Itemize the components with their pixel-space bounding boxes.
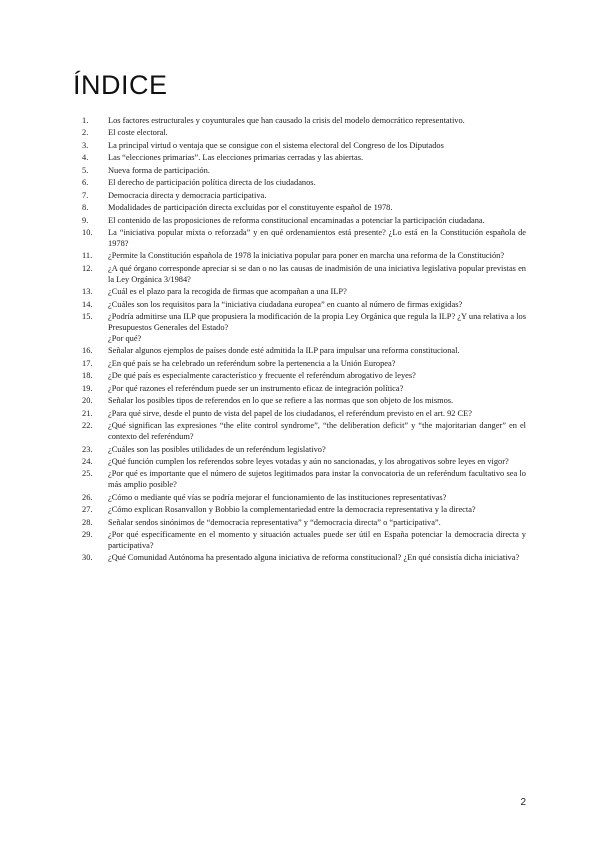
toc-item (82, 287, 526, 298)
toc-item (82, 518, 526, 529)
toc-item (82, 128, 526, 139)
toc-item-number: 27. (82, 505, 93, 515)
toc-item (82, 116, 526, 127)
toc-item-text: ¿Por qué es importante que el número de sujetos legitimados para instar la convocatoria de un referéndum facultativo sea lo más amplio posible? (108, 469, 526, 490)
toc-item-text: ¿Cuál es el plazo para la recogida de firmas que acompañan a una ILP? (108, 287, 347, 297)
toc-item-text: Modalidades de participación directa excluidas por el constituyente español de 1978. (108, 203, 393, 213)
toc-item-number: 9. (82, 215, 89, 225)
toc-item (82, 409, 526, 420)
toc-item-number: 1. (82, 116, 89, 125)
toc-item-number: 17. (82, 358, 93, 368)
toc-item-number: 22. (82, 421, 93, 431)
toc-item-text: ¿Cómo o mediante qué vías se podría mejorar el funcionamiento de las instituciones representativas? (108, 492, 447, 502)
toc-item-text: Las “elecciones primarias”. Las elecciones primarias cerradas y las abiertas. (108, 153, 364, 163)
toc-item-number: 4. (82, 153, 89, 163)
toc-item-text: ¿De qué país es especialmente característico y frecuente el referéndum abrogativo de leyes? (108, 371, 416, 381)
toc-item (82, 346, 526, 357)
toc-item-number: 16. (82, 346, 93, 356)
toc-item-number: 23. (82, 444, 93, 454)
toc-item-text: El contenido de las proposiciones de reforma constitucional encaminadas a potenciar la participación ciudadana. (108, 215, 485, 225)
toc-item-text: Señalar sendos sinónimos de “democracia representativa” y “democracia directa” o “participativa”. (108, 517, 441, 527)
toc-item (82, 141, 526, 152)
toc-item (82, 178, 526, 189)
toc-item (82, 421, 526, 443)
toc-item-text: El derecho de participación política directa de los ciudadanos. (108, 178, 316, 188)
toc-item (82, 153, 526, 164)
toc-item-text: ¿Podría admitirse una ILP que propusiera la modificación de la propia Ley Orgánica que regula la ILP? ¿Y una relativa a los Presupuestos Generales del Estado? (108, 312, 526, 333)
toc-item (82, 469, 526, 491)
toc-item-text: La “iniciativa popular mixta o reforzada” y en qué ordenamientos está presente? ¿Lo está en la Constitución española de 1978? (108, 228, 526, 248)
toc-item-text: Señalar algunos ejemplos de países donde esté admitida la ILP para impulsar una reforma constitucional. (108, 346, 460, 356)
toc-item-text: ¿Qué significan las expresiones “the elite control syndrome”, “the deliberation deficit” y “the majoritarian danger” en el contexto del referéndum? (108, 421, 526, 442)
toc-item-subtext: ¿Por qué? (108, 333, 142, 343)
toc-item (82, 216, 526, 227)
toc-item (82, 445, 526, 456)
toc-item-number: 11. (82, 251, 93, 261)
toc-item (82, 300, 526, 311)
toc-item-text: La principal virtud o ventaja que se consigue con el sistema electoral del Congreso de los Diputados (108, 140, 444, 150)
toc-item-text: ¿Qué Comunidad Autónoma ha presentado alguna iniciativa de reforma constitucional? ¿En qué consistía dicha iniciativa? (108, 553, 520, 563)
toc-item (82, 384, 526, 395)
toc-item-text: ¿Por qué específicamente en el momento y situación actuales puede ser útil en España potenciar la democracia directa y participativa? (108, 530, 526, 551)
toc-item-number: 20. (82, 396, 93, 406)
toc-item-number: 5. (82, 165, 89, 175)
toc-item-text: El coste electoral. (108, 128, 168, 138)
toc-item (82, 264, 526, 286)
toc-item (82, 359, 526, 370)
toc-item-text: ¿En qué país se ha celebrado un referéndum sobre la pertenencia a la Unión Europea? (108, 358, 396, 368)
toc-item (82, 228, 526, 250)
toc-item-number: 12. (82, 263, 93, 273)
toc-item-number: 8. (82, 203, 89, 213)
page-title: ÍNDICE (73, 70, 168, 100)
toc-item (82, 493, 526, 504)
toc-item-text: ¿Para qué sirve, desde el punto de vista del papel de los ciudadanos, el referéndum previsto en el art. 92 CE? (108, 408, 472, 418)
toc-item-number: 29. (82, 530, 93, 540)
toc-item-text: Los factores estructurales y coyunturales que han causado la crisis del modelo democrático representativo. (108, 116, 465, 125)
toc-item-text: ¿A qué órgano corresponde apreciar si se dan o no las causas de inadmisión de una iniciativa legislativa popular previstas en la Ley Orgánica 3/1984? (108, 263, 526, 284)
toc-item-number: 19. (82, 383, 93, 393)
toc-item-text: Nueva forma de participación. (108, 165, 210, 175)
toc-item-text: ¿Cuáles son las posibles utilidades de un referéndum legislativo? (108, 444, 326, 454)
toc-item-number: 10. (82, 228, 93, 238)
page-number: 2 (520, 797, 526, 808)
toc-item (82, 530, 526, 552)
toc-item-number: 24. (82, 456, 93, 466)
toc-item-text: ¿Permite la Constitución española de 1978 la iniciativa popular para poner en marcha una reforma de la Constitución? (108, 251, 505, 261)
toc-item-text: ¿Cómo explican Rosanvallon y Bobbio la complementariedad entre la democracia representativa y la directa? (108, 505, 476, 515)
toc-item (82, 553, 526, 564)
toc-item-number: 28. (82, 517, 93, 527)
toc-item-text: ¿Por qué razones el referéndum puede ser un instrumento eficaz de integración política? (108, 383, 404, 393)
toc-item-number: 18. (82, 371, 93, 381)
toc-item (82, 505, 526, 516)
toc-list (82, 116, 526, 566)
toc-item (82, 457, 526, 468)
toc-item-text: Señalar los posibles tipos de referendos en lo que se refiere a las normas que son objeto de los mismos. (108, 396, 454, 406)
toc-item (82, 371, 526, 382)
toc-item-text: Democracia directa y democracia participativa. (108, 190, 267, 200)
toc-item (82, 312, 526, 345)
toc-item-number: 3. (82, 140, 89, 150)
toc-item (82, 166, 526, 177)
toc-item (82, 203, 526, 214)
toc-item-number: 25. (82, 469, 93, 479)
toc-item-text: ¿Cuáles son los requisitos para la “iniciativa ciudadana europea” en cuanto al número de firmas exigidas? (108, 299, 463, 309)
toc-item-number: 7. (82, 190, 89, 200)
toc-item (82, 251, 526, 262)
toc-item-text: ¿Qué función cumplen los referendos sobre leyes votadas y aún no sancionadas, y los abrogativos sobre leyes en vigor? (108, 456, 509, 466)
toc-item-number: 30. (82, 553, 93, 563)
toc-item-number: 6. (82, 178, 89, 188)
toc-item-number: 2. (82, 128, 89, 138)
toc-item-number: 15. (82, 312, 93, 322)
toc-item-number: 13. (82, 287, 93, 297)
toc-item (82, 191, 526, 202)
toc-item-number: 14. (82, 299, 93, 309)
toc-item-number: 26. (82, 492, 93, 502)
toc-item-number: 21. (82, 408, 93, 418)
toc-item (82, 396, 526, 407)
